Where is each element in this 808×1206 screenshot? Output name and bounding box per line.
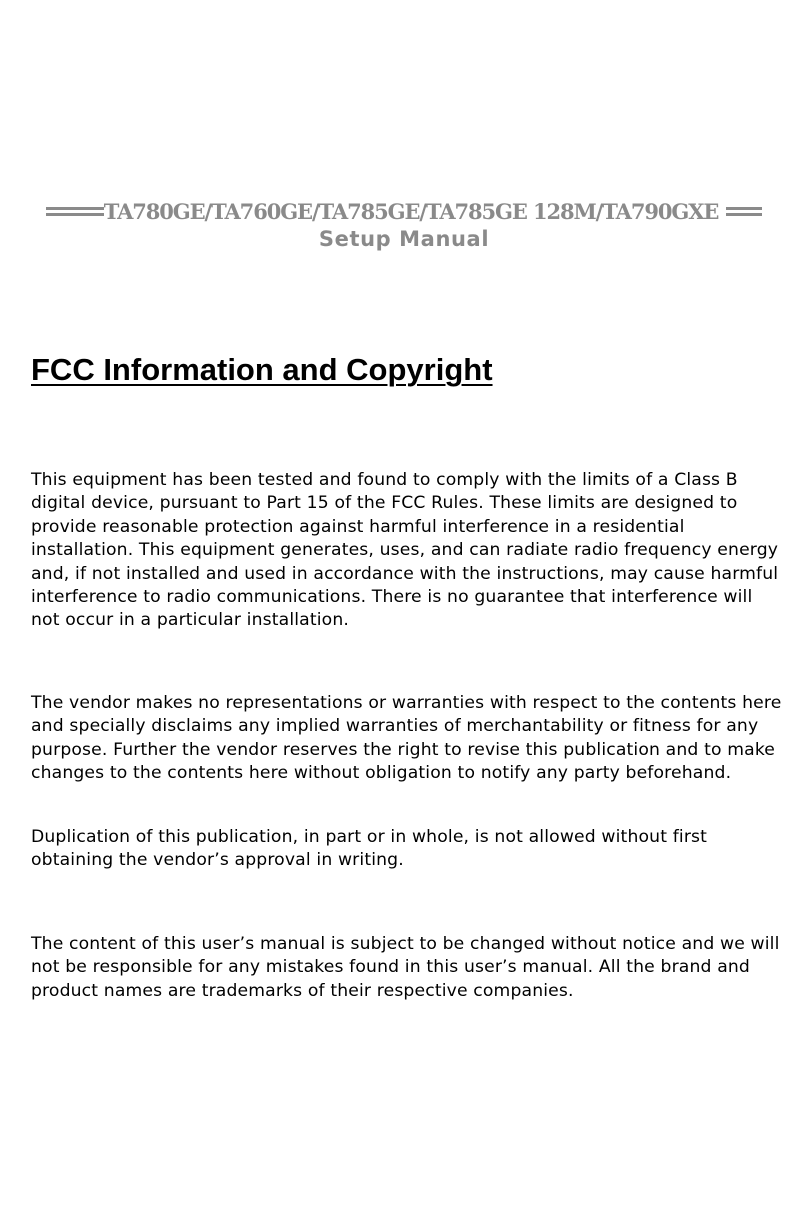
header-rule-right [726, 206, 762, 217]
header-subtitle: Setup Manual [318, 227, 490, 251]
header-models: TA780GE/TA760GE/TA785GE/TA785GE 128M/TA790GXE [103, 199, 719, 224]
header-model-line [0, 199, 808, 224]
document-header [0, 199, 808, 251]
paragraph-warranty-disclaimer: The vendor makes no representations or warranties with respect to the contents here and specially disclaims any implied warranties of merchantability or fitness for any purpose. Further the vendor reserves the right to revise this publication and to make changes to the contents here without obligation to notify any party beforehand. [31, 693, 782, 784]
header-rule-left [46, 206, 104, 217]
paragraph-fcc-compliance: This equipment has been tested and found to comply with the limits of a Class B digital device, pursuant to Part 15 of the FCC Rules. These limits are designed to provide reasonable protection against harmful interference in a residential installation. This equipment generates, uses, and can radiate radio frequency energy and, if not installed and used in accordance with the instructions, may cause harmful interference to radio communications. There is no guarantee that interference will not occur in a particular installation. [31, 470, 779, 631]
paragraph-duplication: Duplication of this publication, in part or in whole, is not allowed without first obtaining the vendor’s approval in writing. [31, 827, 708, 871]
paragraph-trademarks: The content of this user’s manual is subject to be changed without notice and we will not be responsible for any mistakes found in this user’s manual. All the brand and product names are trademarks of their respective companies. [31, 934, 780, 1001]
section-title: FCC Information and Copyright [31, 352, 493, 387]
